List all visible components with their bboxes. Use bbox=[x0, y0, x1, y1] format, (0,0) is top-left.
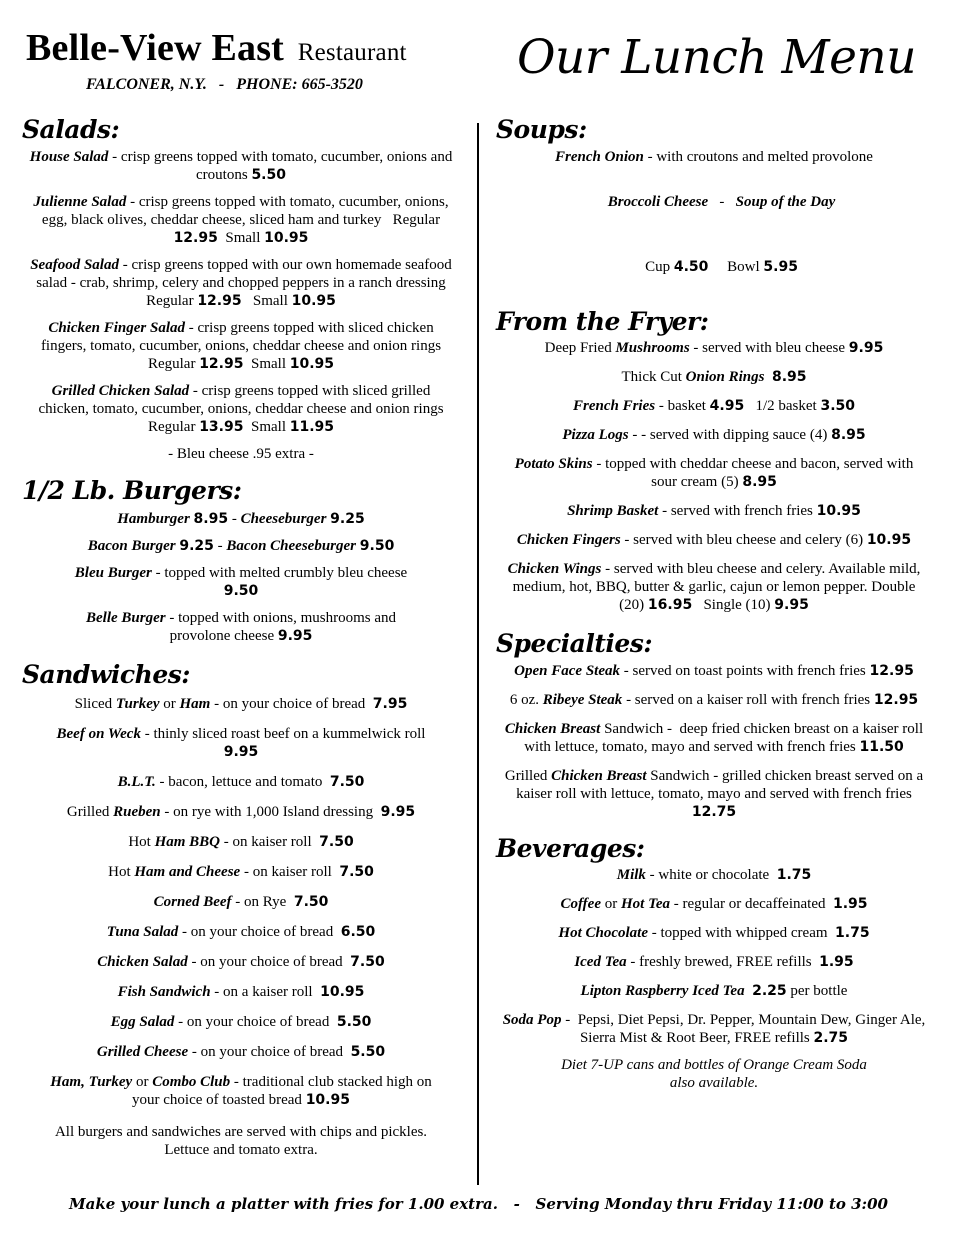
item-description: - on rye with 1,000 Island dressing bbox=[160, 803, 381, 820]
fryer-list bbox=[496, 339, 932, 614]
menu-item bbox=[22, 983, 460, 1001]
item-prefix: 6 oz. bbox=[509, 691, 543, 708]
cup-label: Cup bbox=[645, 258, 674, 275]
item-price: 2.25 bbox=[752, 983, 787, 999]
menu-item bbox=[496, 339, 932, 357]
item-description: - freshly brewed, FREE refills bbox=[626, 954, 820, 970]
item-name: Open Face Steak bbox=[514, 662, 620, 679]
restaurant-name bbox=[26, 26, 407, 70]
item-description: - served on a kaiser roll with french fries bbox=[622, 691, 874, 708]
burgers-line-2: Bacon Burger 9.25 - Bacon Cheeseburger 9.50 bbox=[87, 538, 395, 554]
item-price: 9.95 bbox=[848, 340, 884, 356]
item-conjunction: or bbox=[132, 1073, 153, 1090]
item-description: - traditional club stacked high on your choice of toasted bread bbox=[132, 1073, 436, 1108]
item-name: Hot Chocolate bbox=[558, 925, 648, 941]
item-description: - basket bbox=[655, 398, 710, 414]
item-name: Chicken Wings bbox=[507, 561, 602, 577]
burger-price: 8.95 bbox=[193, 511, 229, 527]
item-price: 4.95 bbox=[709, 398, 745, 414]
burger-price: 9.25 bbox=[330, 511, 365, 527]
item-name: Milk bbox=[616, 867, 646, 883]
item-description: - crisp greens topped with our own homemade seafood salad - crab, shrimp, celery and chopped peppers in a ranch dressing Regular bbox=[36, 256, 456, 309]
burgers-list bbox=[22, 564, 460, 645]
menu-item bbox=[496, 953, 932, 971]
item-description: - on your choice of bread bbox=[174, 1013, 337, 1030]
burger-name: Bacon Cheeseburger bbox=[226, 538, 357, 554]
item-description: - served with french fries bbox=[658, 503, 817, 519]
menu-item bbox=[496, 866, 932, 884]
item-description: Small bbox=[243, 355, 290, 372]
burger-name: Hamburger bbox=[117, 511, 190, 527]
item-description: Small bbox=[241, 292, 292, 309]
menu-item bbox=[22, 953, 460, 971]
burgers-line-1: Hamburger 8.95 - Cheeseburger 9.25 bbox=[117, 511, 365, 527]
burger-name: Bacon Burger bbox=[87, 538, 176, 554]
menu-item bbox=[496, 924, 932, 942]
section-title-salads: Salads: bbox=[22, 115, 120, 144]
item-name: Iced Tea bbox=[574, 954, 627, 970]
item-price: 11.95 bbox=[289, 418, 335, 435]
soup-name: French Onion bbox=[555, 148, 644, 165]
item-price: 3.50 bbox=[820, 398, 856, 414]
item-description: Sandwich - grilled chicken breast served on a kaiser roll with lettuce, tomato, mayo and served with french fries bbox=[516, 767, 927, 802]
item-description: - on kaiser roll bbox=[240, 863, 340, 880]
item-description: - regular or decaffeinated bbox=[670, 896, 833, 912]
item-name: Bleu Burger bbox=[74, 565, 152, 581]
item-description: Small bbox=[217, 229, 265, 246]
item-description: - crisp greens topped with sliced grilled chicken, tomato, cucumber, onions, cheddar cheese and onion rings Regular bbox=[38, 382, 459, 435]
item-description: - bacon, lettuce and tomato bbox=[155, 773, 330, 790]
item-price: 12.75 bbox=[691, 803, 737, 820]
menu-item bbox=[22, 564, 460, 600]
item-name: Ham bbox=[179, 695, 211, 712]
menu-item bbox=[496, 982, 932, 1000]
item-price: 12.95 bbox=[173, 229, 218, 246]
item-price: 6.50 bbox=[340, 923, 376, 940]
item-price: 12.95 bbox=[199, 355, 244, 372]
item-price: 7.50 bbox=[329, 773, 365, 790]
item-name: Corned Beef bbox=[153, 893, 232, 910]
bowl-price: 5.95 bbox=[763, 258, 798, 275]
item-description: Sandwich - deep fried chicken breast on a kaiser roll with lettuce, tomato, mayo and served with french fries bbox=[524, 720, 927, 755]
item-description: - served on toast points with french fries bbox=[620, 662, 870, 679]
item-price: 7.50 bbox=[350, 953, 385, 970]
soup-name: Broccoli Cheese bbox=[607, 193, 709, 210]
item-price: 7.50 bbox=[293, 893, 329, 910]
item-name: Soda Pop bbox=[502, 1012, 562, 1028]
menu-item bbox=[496, 895, 932, 913]
item-name: French Fries bbox=[572, 398, 656, 414]
item-name: Chicken Salad bbox=[97, 953, 188, 970]
menu-item bbox=[496, 560, 932, 614]
item-description: - on your choice of bread bbox=[187, 953, 351, 970]
separator: - bbox=[708, 193, 736, 210]
item-price: 10.95 bbox=[816, 503, 861, 519]
item-price: 1.95 bbox=[819, 954, 854, 970]
soup-line-2 bbox=[496, 175, 932, 229]
item-price: 10.95 bbox=[866, 532, 912, 548]
item-description: - served with bleu cheese bbox=[689, 340, 849, 356]
menu-item bbox=[22, 725, 460, 761]
item-description: - on your choice of bread bbox=[188, 1043, 351, 1060]
item-description: - on kaiser roll bbox=[220, 833, 320, 850]
soup-prices bbox=[496, 240, 932, 294]
menu-item bbox=[496, 662, 932, 680]
menu-item bbox=[22, 256, 460, 310]
item-price: 11.50 bbox=[859, 738, 904, 755]
item-prefix: Sliced bbox=[74, 695, 116, 712]
menu-item bbox=[496, 426, 932, 444]
soup-desc: - with croutons and melted provolone bbox=[643, 148, 873, 165]
item-name: Chicken Fingers bbox=[516, 532, 621, 548]
menu-item bbox=[22, 773, 460, 791]
item-price: 8.95 bbox=[742, 474, 777, 490]
item-description: - - served with dipping sauce (4) bbox=[628, 427, 832, 443]
salads-note: - Bleu cheese .95 extra - bbox=[168, 445, 314, 462]
item-name: Mushrooms bbox=[615, 340, 690, 356]
item-price: 10.95 bbox=[289, 355, 335, 372]
item-price: 5.50 bbox=[350, 1043, 386, 1060]
cup-price: 4.50 bbox=[673, 258, 709, 275]
item-price: 10.95 bbox=[291, 292, 336, 309]
item-price: 10.95 bbox=[320, 983, 365, 1000]
item-name: Belle Burger bbox=[86, 610, 166, 626]
item-description bbox=[764, 369, 772, 385]
menu-item bbox=[22, 1043, 460, 1061]
item-description: Small bbox=[243, 418, 290, 435]
sandwiches-note: All burgers and sandwiches are served with chips and pickles. Lettuce and tomato extra. bbox=[54, 1123, 428, 1158]
beverages-note: Diet 7-UP cans and bottles of Orange Cream Soda also available. bbox=[561, 1057, 867, 1091]
item-description: - served with bleu cheese and celery. Available mild, medium, hot, BBQ, butter & garlic, cajun or lemon pepper. Double (20) bbox=[512, 561, 925, 613]
item-prefix: Grilled bbox=[66, 803, 114, 820]
sandwiches-list bbox=[22, 695, 460, 1109]
menu-item bbox=[22, 148, 460, 184]
item-name: Turkey bbox=[115, 695, 160, 712]
item-price: 9.95 bbox=[223, 743, 259, 760]
soup-french-onion bbox=[496, 148, 932, 166]
item-name: Rueben bbox=[113, 803, 161, 820]
restaurant-subtitle: Restaurant bbox=[297, 39, 407, 66]
section-title-soups: Soups: bbox=[496, 115, 587, 144]
menu-item bbox=[22, 1073, 460, 1109]
item-name: Potato Skins bbox=[514, 456, 593, 472]
item-price: 7.50 bbox=[339, 863, 374, 880]
item-name: Chicken Finger Salad bbox=[48, 319, 186, 336]
item-name: Chicken Breast bbox=[504, 720, 601, 737]
item-description: - served with bleu cheese and celery (6) bbox=[620, 532, 867, 548]
section-title-sandwiches: Sandwiches: bbox=[22, 660, 191, 689]
menu-item bbox=[22, 193, 460, 247]
menu-item bbox=[496, 1011, 932, 1047]
item-prefix: Deep Fried bbox=[544, 340, 616, 356]
item-prefix: Grilled bbox=[504, 767, 552, 784]
section-title-specialties: Specialties: bbox=[496, 629, 653, 658]
item-price: 10.95 bbox=[264, 229, 309, 246]
item-price: 16.95 bbox=[647, 597, 693, 613]
item-description: - crisp greens topped with tomato, cucumber, onions and croutons bbox=[108, 148, 457, 183]
item-name: Combo Club bbox=[152, 1073, 231, 1090]
item-description: - on your choice of bread bbox=[178, 923, 341, 940]
item-description: - crisp greens topped with tomato, cucumber, onions, egg, black olives, cheddar cheese, sliced ham and turkey Regular bbox=[41, 193, 453, 228]
item-description: 1/2 basket bbox=[744, 398, 821, 414]
item-description bbox=[745, 983, 753, 999]
right-column bbox=[496, 110, 932, 1092]
item-name: Ribeye Steak bbox=[542, 691, 623, 708]
item-price: 1.75 bbox=[835, 925, 870, 941]
menu-item bbox=[496, 720, 932, 756]
item-price: 9.95 bbox=[774, 597, 809, 613]
item-description: - topped with onions, mushrooms and provolone cheese bbox=[165, 610, 400, 644]
item-name: House Salad bbox=[29, 148, 109, 165]
menu-item bbox=[496, 368, 932, 386]
item-price: 7.50 bbox=[319, 833, 354, 850]
beverages-list bbox=[496, 866, 932, 1047]
item-price: 7.95 bbox=[372, 695, 408, 712]
item-price: 13.95 bbox=[199, 418, 244, 435]
menu-item bbox=[496, 455, 932, 491]
item-prefix: Thick Cut bbox=[621, 369, 686, 385]
item-name: Chicken Breast bbox=[551, 767, 647, 784]
item-prefix: Hot bbox=[128, 833, 155, 850]
item-price: 5.50 bbox=[336, 1013, 372, 1030]
item-price: 5.50 bbox=[251, 166, 286, 183]
item-description: - Pepsi, Diet Pepsi, Dr. Pepper, Mountain Dew, Ginger Ale, Sierra Mist & Root Beer, FREE refills bbox=[561, 1012, 930, 1046]
item-description: - on a kaiser roll bbox=[210, 983, 321, 1000]
item-price: 12.95 bbox=[197, 292, 242, 309]
item-description: - topped with whipped cream bbox=[648, 925, 836, 941]
item-conjunction: or bbox=[601, 896, 621, 912]
menu-item bbox=[496, 767, 932, 821]
menu-item bbox=[496, 502, 932, 520]
burger-price: 9.50 bbox=[359, 538, 395, 554]
item-name: Pizza Logs bbox=[562, 427, 629, 443]
item-name: B.L.T. bbox=[117, 773, 156, 790]
item-description: - topped with cheddar cheese and bacon, served with sour cream (5) bbox=[592, 456, 918, 490]
item-name: Fish Sandwich bbox=[117, 983, 211, 1000]
menu-item bbox=[22, 863, 460, 881]
item-name: Lipton Raspberry Iced Tea bbox=[580, 983, 745, 999]
specialties-list bbox=[496, 662, 932, 821]
item-name: Ham and Cheese bbox=[134, 863, 241, 880]
item-price: 9.50 bbox=[223, 583, 259, 599]
item-name: Ham, Turkey bbox=[50, 1073, 133, 1090]
item-price: 1.75 bbox=[776, 867, 812, 883]
menu-item bbox=[496, 691, 932, 709]
item-description: - on Rye bbox=[231, 893, 294, 910]
burger-price: 9.25 bbox=[179, 538, 214, 554]
left-column bbox=[22, 110, 460, 1159]
menu-item bbox=[496, 397, 932, 415]
bowl-label: Bowl bbox=[727, 258, 764, 275]
item-price: 9.95 bbox=[277, 628, 313, 644]
menu-item bbox=[22, 803, 460, 821]
item-name: Shrimp Basket bbox=[567, 503, 659, 519]
item-name: Grilled Chicken Salad bbox=[51, 382, 190, 399]
item-name: Egg Salad bbox=[110, 1013, 175, 1030]
burger-name: Cheeseburger bbox=[240, 511, 327, 527]
menu-item bbox=[22, 695, 460, 713]
item-description: - thinly sliced roast beef on a kummelwick roll bbox=[140, 725, 430, 742]
item-description: per bottle bbox=[786, 983, 848, 999]
item-description: Single (10) bbox=[692, 597, 775, 613]
item-price: 12.95 bbox=[869, 662, 914, 679]
soup-name: Soup of the Day bbox=[735, 193, 836, 210]
section-title-fryer: From the Fryer: bbox=[496, 306, 709, 336]
item-description: - crisp greens topped with sliced chicken fingers, tomato, cucumber, onions, cheddar cheese and onion rings Regular bbox=[40, 319, 457, 372]
item-name: Grilled Cheese bbox=[96, 1043, 189, 1060]
section-title-burgers: 1/2 Lb. Burgers: bbox=[22, 475, 242, 505]
item-price: 9.95 bbox=[380, 803, 416, 820]
menu-item bbox=[22, 319, 460, 373]
salads-list bbox=[22, 148, 460, 436]
menu-item bbox=[496, 531, 932, 549]
item-prefix: Hot bbox=[108, 863, 135, 880]
item-description: - on your choice of bread bbox=[210, 695, 373, 712]
item-name: Onion Rings bbox=[685, 369, 765, 385]
item-name: Ham BBQ bbox=[154, 833, 220, 850]
menu-item bbox=[22, 893, 460, 911]
item-description: - white or chocolate bbox=[645, 867, 777, 883]
item-name: Hot Tea bbox=[621, 896, 671, 912]
menu-item bbox=[22, 1013, 460, 1031]
restaurant-name-text: Belle-View East bbox=[26, 27, 285, 69]
restaurant-info: FALCONER, N.Y. - PHONE: 665-3520 bbox=[86, 76, 363, 93]
section-title-beverages: Beverages: bbox=[496, 833, 645, 863]
item-price: 10.95 bbox=[305, 1091, 350, 1108]
item-name: Beef on Weck bbox=[56, 725, 141, 742]
item-price: 2.75 bbox=[813, 1030, 849, 1046]
item-price: 1.95 bbox=[833, 896, 868, 912]
item-name: Coffee bbox=[560, 896, 601, 912]
column-divider bbox=[477, 123, 479, 1185]
menu-item bbox=[22, 833, 460, 851]
item-conjunction: or bbox=[159, 695, 180, 712]
item-price: 8.95 bbox=[831, 427, 866, 443]
menu-item bbox=[22, 923, 460, 941]
item-name: Tuna Salad bbox=[106, 923, 179, 940]
item-description: - topped with melted crumbly bleu cheese bbox=[151, 565, 411, 581]
menu-title: Our Lunch Menu bbox=[517, 30, 916, 85]
footer-note: Make your lunch a platter with fries for 1.00 extra. - Serving Monday thru Friday 11:00 to 3:00 bbox=[69, 1195, 888, 1213]
menu-item bbox=[22, 609, 460, 645]
item-name: Seafood Salad bbox=[30, 256, 119, 273]
item-name: Julienne Salad bbox=[33, 193, 127, 210]
item-price: 12.95 bbox=[873, 691, 919, 708]
menu-item bbox=[22, 382, 460, 436]
item-price: 8.95 bbox=[771, 369, 807, 385]
